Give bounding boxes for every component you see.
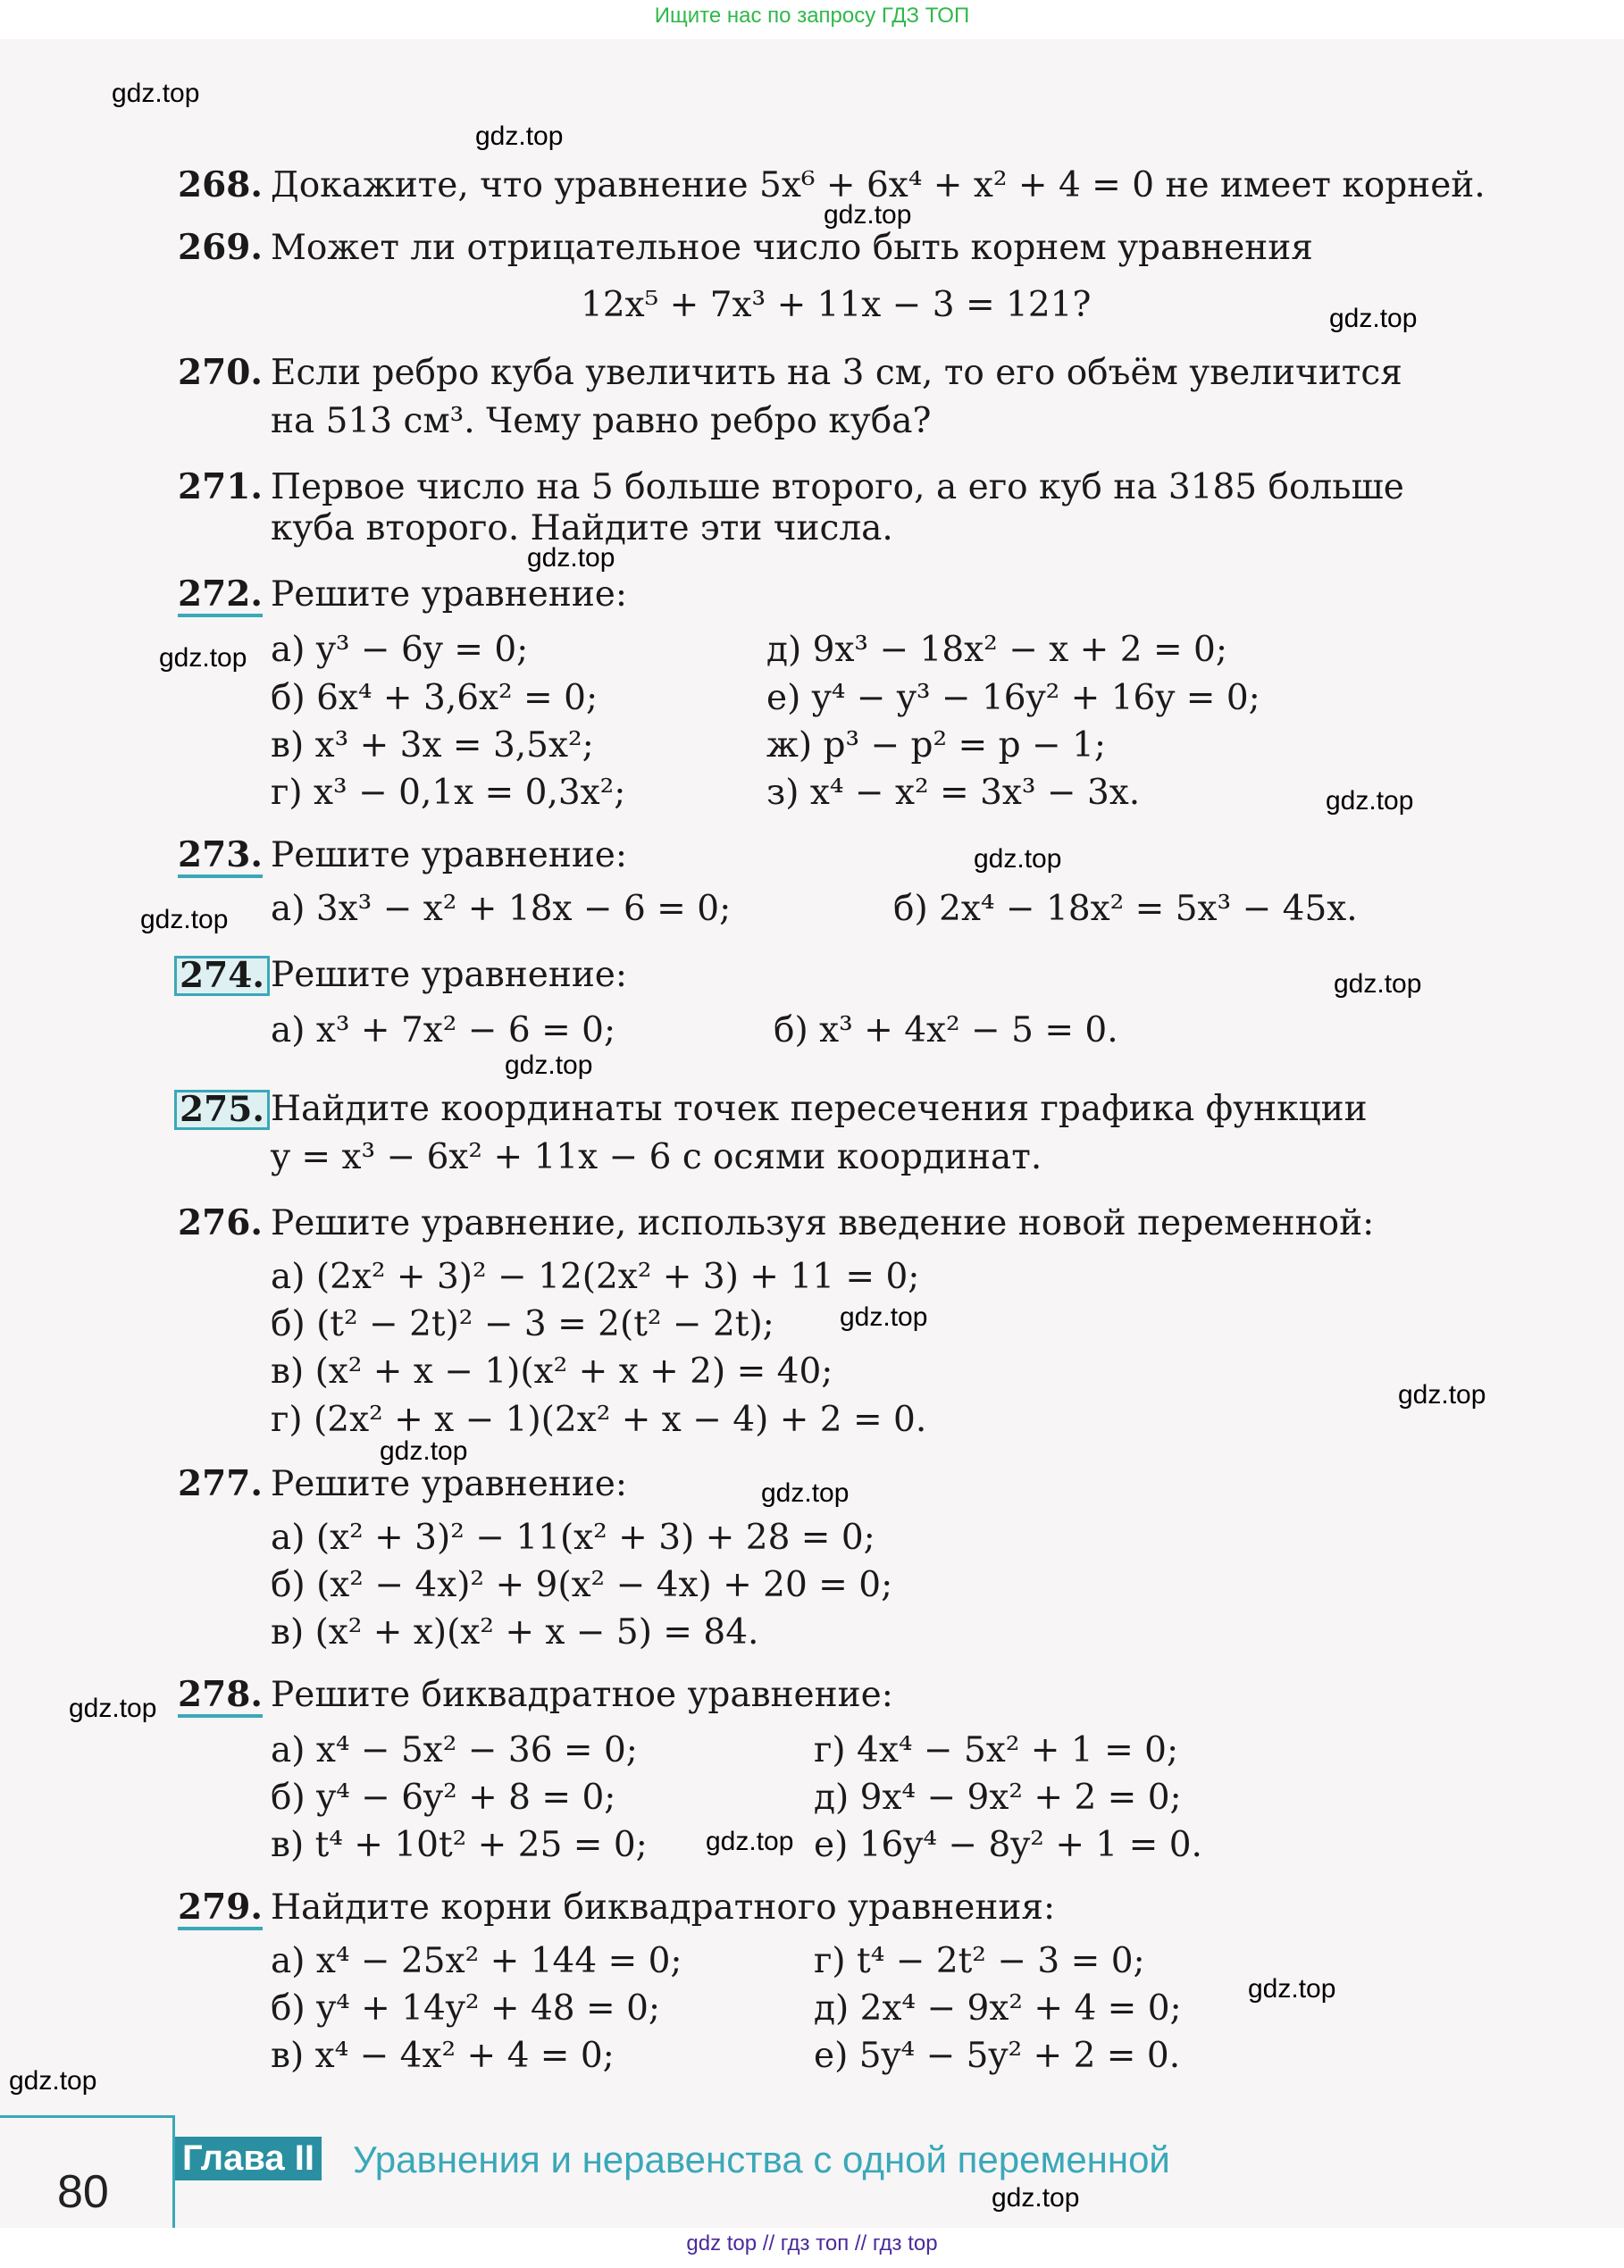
problem-text: Найдите координаты точек пересечения графика функции (271, 1089, 1368, 1129)
item-a: а) 3x³ − x² + 18x − 6 = 0; (271, 889, 732, 929)
watermark: gdz.top (9, 2066, 97, 2096)
item-d: д) 2x⁴ − 9x² + 4 = 0; (814, 1988, 1182, 2029)
problem-text: на 513 см³. Чему равно ребро куба? (271, 401, 932, 441)
item-e: е) 16y⁴ − 8y² + 1 = 0. (814, 1825, 1202, 1865)
problem-number: 276. (178, 1202, 263, 1243)
watermark: gdz.top (761, 1478, 850, 1508)
problem-number: 278. (178, 1678, 263, 1718)
item-g: г) 4x⁴ − 5x² + 1 = 0; (814, 1730, 1179, 1770)
item-e: е) 5y⁴ − 5y² + 2 = 0. (814, 2036, 1181, 2076)
watermark: gdz.top (992, 2183, 1080, 2213)
item-b: б) 6x⁴ + 3,6x² = 0; (271, 678, 599, 718)
problem-number: 275. (174, 1090, 270, 1130)
watermark: gdz.top (69, 1694, 157, 1723)
watermark: gdz.top (159, 643, 247, 673)
watermark: gdz.top (1398, 1380, 1486, 1410)
problem-text: y = x³ − 6x² + 11x − 6 с осями координат. (271, 1137, 1042, 1177)
problem-text: Решите уравнение: (271, 955, 628, 995)
problem-text: Решите уравнение: (271, 574, 628, 615)
item-e: е) y⁴ − y³ − 16y² + 16y = 0; (766, 678, 1260, 718)
problem-text: Если ребро куба увеличить на 3 см, то его объём увеличится (271, 353, 1402, 393)
item-d: д) 9x³ − 18x² − x + 2 = 0; (766, 630, 1227, 670)
item-a: а) x⁴ − 25x² + 144 = 0; (271, 1941, 682, 1981)
item-d: д) 9x⁴ − 9x² + 2 = 0; (814, 1778, 1182, 1818)
problem-number: 269. (178, 227, 263, 268)
item-a: а) x⁴ − 5x² − 36 = 0; (271, 1730, 638, 1770)
watermark: gdz.top (140, 905, 229, 934)
item-z: з) x⁴ − x² = 3x³ − 3x. (766, 773, 1141, 813)
problem-number: 271. (178, 466, 263, 507)
problem-text: Первое число на 5 больше второго, а его куб на 3185 больше (271, 467, 1404, 507)
problem-text: Решите уравнение: (271, 835, 628, 875)
item-a: а) (x² + 3)² − 11(x² + 3) + 28 = 0; (271, 1518, 875, 1558)
item-b: б) 2x⁴ − 18x² = 5x³ − 45x. (893, 889, 1358, 929)
footer-divider (0, 2115, 174, 2118)
item-a: а) y³ − 6y = 0; (271, 630, 529, 670)
item-g: г) (2x² + x − 1)(2x² + x − 4) + 2 = 0. (271, 1400, 927, 1440)
problem-number: 268. (178, 164, 263, 205)
problem-text: Решите биквадратное уравнение: (271, 1675, 893, 1715)
problem-text: Докажите, что уравнение 5x⁶ + 6x⁴ + x² + 4 = 0 не имеет корней. (271, 165, 1486, 205)
item-v: в) x⁴ − 4x² + 4 = 0; (271, 2036, 615, 2076)
problem-number: 270. (178, 352, 263, 393)
item-a: а) (2x² + 3)² − 12(2x² + 3) + 11 = 0; (271, 1257, 920, 1297)
bottom-note: gdz top // гдз топ // гдз top (686, 2231, 938, 2255)
item-v: в) t⁴ + 10t² + 25 = 0; (271, 1825, 648, 1865)
problem-text: Решите уравнение: (271, 1464, 628, 1504)
item-v: в) x³ + 3x = 3,5x²; (271, 725, 594, 766)
watermark: gdz.top (974, 844, 1062, 874)
problem-number: 274. (174, 956, 270, 996)
watermark: gdz.top (1334, 969, 1422, 999)
item-zh: ж) p³ − p² = p − 1; (766, 725, 1107, 766)
problem-text: Может ли отрицательное число быть корнем уравнения (271, 228, 1313, 268)
item-v: в) (x² + x − 1)(x² + x + 2) = 40; (271, 1352, 833, 1392)
watermark: gdz.top (527, 543, 615, 573)
item-b: б) x³ + 4x² − 5 = 0. (774, 1010, 1118, 1050)
top-note: Ищите нас по запросу ГДЗ ТОП (654, 4, 970, 28)
problem-number: 272. (178, 577, 263, 617)
watermark: gdz.top (824, 200, 912, 230)
item-g: г) x³ − 0,1x = 0,3x²; (271, 773, 626, 813)
problem-text: куба второго. Найдите эти числа. (271, 508, 893, 548)
item-v: в) (x² + x)(x² + x − 5) = 84. (271, 1612, 759, 1653)
problem-text: Решите уравнение, используя введение новой переменной: (271, 1203, 1375, 1243)
chapter-title: Уравнения и неравенства с одной переменной (353, 2138, 1170, 2180)
problem-number: 277. (178, 1463, 263, 1504)
equation: 12x⁵ + 7x³ + 11x − 3 = 121? (581, 285, 1092, 325)
problem-number: 279. (178, 1890, 263, 1930)
item-g: г) t⁴ − 2t² − 3 = 0; (814, 1941, 1145, 1981)
watermark: gdz.top (475, 121, 564, 151)
page-number: 80 (57, 2166, 109, 2218)
watermark: gdz.top (706, 1827, 794, 1856)
item-b: б) y⁴ + 14y² + 48 = 0; (271, 1988, 661, 2029)
watermark: gdz.top (1248, 1974, 1336, 2004)
problem-text: Найдите корни биквадратного уравнения: (271, 1887, 1056, 1928)
watermark: gdz.top (1326, 786, 1414, 816)
item-b: б) y⁴ − 6y² + 8 = 0; (271, 1778, 616, 1818)
item-a: а) x³ + 7x² − 6 = 0; (271, 1010, 616, 1050)
watermark: gdz.top (505, 1050, 593, 1080)
chapter-badge: Глава II (175, 2137, 322, 2180)
item-b: б) (x² − 4x)² + 9(x² − 4x) + 20 = 0; (271, 1565, 893, 1605)
watermark: gdz.top (112, 79, 200, 108)
watermark: gdz.top (380, 1436, 468, 1466)
watermark: gdz.top (1329, 304, 1418, 333)
watermark: gdz.top (840, 1302, 928, 1332)
item-b: б) (t² − 2t)² − 3 = 2(t² − 2t); (271, 1304, 774, 1344)
problem-number: 273. (178, 838, 263, 878)
